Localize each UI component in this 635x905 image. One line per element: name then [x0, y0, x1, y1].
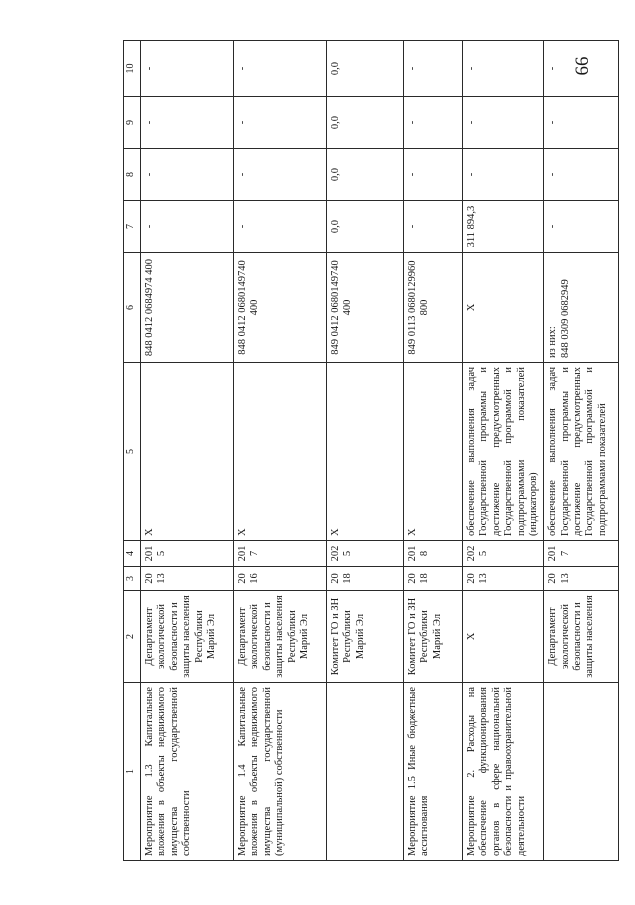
start-year-cell: 2016	[234, 567, 327, 591]
value-cell-10: 0,0	[327, 41, 404, 97]
value-cell-8: -	[544, 149, 619, 201]
activity-name-cell: Мероприятие 1.3 Капитальные вложения в объекты недвижимого имущества государственной собственности	[141, 683, 234, 861]
budget-code-cell: 849 0113 0680129960 800	[404, 253, 463, 363]
end-year-cell: 2025	[327, 541, 404, 567]
value-cell-7: 311 894,3	[463, 201, 544, 253]
budget-code-cell: 849 0412 0680149740 400	[327, 253, 404, 363]
value-cell-9: -	[404, 97, 463, 149]
budget-code-prefix: из них:	[547, 326, 559, 358]
end-year-cell: 2018	[404, 541, 463, 567]
col-header-10: 10	[124, 41, 141, 97]
value-cell-9: -	[544, 97, 619, 149]
rotated-table-container	[123, 41, 619, 861]
executor-cell: Комитет ГО и ЗН Республики Марий Эл	[404, 591, 463, 683]
value-cell-9: 0,0	[327, 97, 404, 149]
activity-name-cell	[327, 683, 404, 861]
start-year-cell: 2013	[141, 567, 234, 591]
col-header-6: 6	[124, 253, 141, 363]
value-cell-10: -	[463, 41, 544, 97]
col-header-4: 4	[124, 541, 141, 567]
table-row	[463, 41, 544, 861]
executor-cell: Х	[463, 591, 544, 683]
col-header-1: 1	[124, 683, 141, 861]
result-cell: Х	[327, 363, 404, 541]
table-row	[234, 41, 327, 861]
result-cell: обеспечение выполнения задач Государственной программы и достижение предусмотренных Государственной программой и подпрограммами показателей (индикаторов)	[463, 363, 544, 541]
executor-cell: Департамент экологической безопасности и защиты населения	[544, 591, 619, 683]
start-year-cell: 2013	[463, 567, 544, 591]
table-row	[404, 41, 463, 861]
value-cell-9: -	[463, 97, 544, 149]
end-year-cell: 2015	[141, 541, 234, 567]
activity-name-cell: Мероприятие 1.5 Иные бюджетные ассигнования	[404, 683, 463, 861]
result-cell: Х	[404, 363, 463, 541]
value-cell-10: -	[234, 41, 327, 97]
start-year-cell: 2018	[327, 567, 404, 591]
value-cell-8: -	[141, 149, 234, 201]
col-header-8: 8	[124, 149, 141, 201]
end-year-cell: 2017	[234, 541, 327, 567]
value-cell-8: -	[234, 149, 327, 201]
end-year-cell: 2025	[463, 541, 544, 567]
executor-cell: Комитет ГО и ЗН Республики Марий Эл	[327, 591, 404, 683]
header-row	[124, 41, 141, 861]
value-cell-10: -	[141, 41, 234, 97]
value-cell-10: -	[544, 41, 619, 97]
executor-cell: Департамент экологической безопасности и защиты населения Республики Марий Эл	[141, 591, 234, 683]
col-header-9: 9	[124, 97, 141, 149]
activity-name-cell	[544, 683, 619, 861]
activity-name-cell: Мероприятие 2. Расходы на обеспечение функционирования органов в сфере национальной безопасности и правоохранительной деятельности	[463, 683, 544, 861]
value-cell-9: -	[234, 97, 327, 149]
value-cell-7: 0,0	[327, 201, 404, 253]
page-number: 66	[572, 56, 593, 76]
start-year-cell: 2013	[544, 567, 619, 591]
value-cell-7: -	[234, 201, 327, 253]
budget-code-value: 848 0309 0682949	[559, 279, 571, 358]
table-row	[327, 41, 404, 861]
program-activities-table	[123, 40, 619, 861]
value-cell-8: 0,0	[327, 149, 404, 201]
budget-code-cell: 848 0412 0684974 400	[141, 253, 234, 363]
result-cell: Х	[141, 363, 234, 541]
col-header-3: 3	[124, 567, 141, 591]
budget-code-cell	[544, 253, 619, 363]
table-row	[141, 41, 234, 861]
executor-cell: Департамент экологической безопасности и защиты населения Республики Марий Эл	[234, 591, 327, 683]
budget-code-cell: 848 0412 0680149740 400	[234, 253, 327, 363]
start-year-cell: 2018	[404, 567, 463, 591]
activity-name-cell: Мероприятие 1.4 Капитальные вложения в объекты недвижимого имущества государственной (муниципальной) собственности	[234, 683, 327, 861]
result-cell: Х	[234, 363, 327, 541]
value-cell-7: -	[141, 201, 234, 253]
value-cell-8: -	[404, 149, 463, 201]
end-year-cell: 2017	[544, 541, 619, 567]
col-header-5: 5	[124, 363, 141, 541]
value-cell-7: -	[404, 201, 463, 253]
value-cell-7: -	[544, 201, 619, 253]
value-cell-9: -	[141, 97, 234, 149]
col-header-2: 2	[124, 591, 141, 683]
value-cell-10: -	[404, 41, 463, 97]
table-row	[544, 41, 619, 861]
budget-code-cell: Х	[463, 253, 544, 363]
result-cell: обеспечение выполнения задач Государственной программы и достижение предусмотренных Государственной программой и подпрограммами показателей	[544, 363, 619, 541]
col-header-7: 7	[124, 201, 141, 253]
value-cell-8: -	[463, 149, 544, 201]
